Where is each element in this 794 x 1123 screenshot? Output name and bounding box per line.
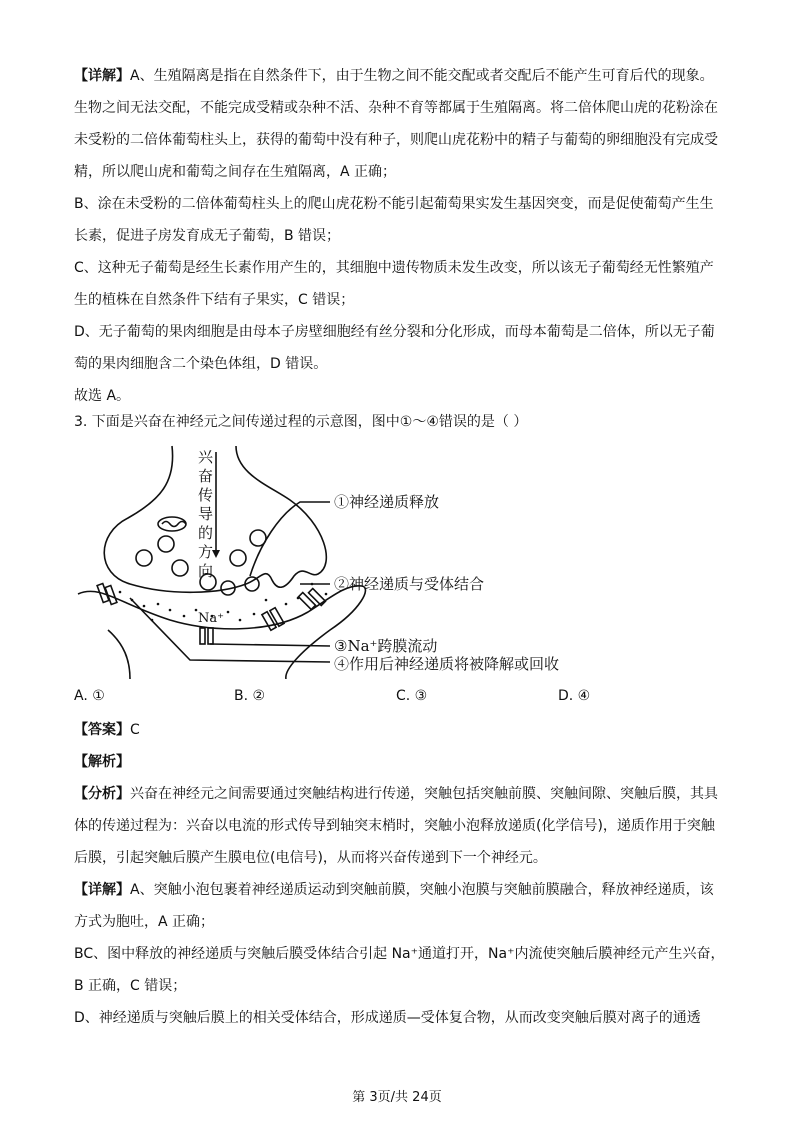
analysis-line: 后膜，引起突触后膜产生膜电位(电信号)，从而将兴奋传递到下一个神经元。: [74, 850, 547, 866]
synapse-diagram: [60, 434, 620, 679]
answer-tag: 【答案】: [74, 722, 130, 738]
direction-label-char: 导: [198, 505, 214, 523]
paragraph-line: 萄的果肉细胞含二个染色体组，D 错误。: [74, 356, 328, 372]
option-b: B. ②: [234, 688, 266, 704]
ion-label: Na⁺: [198, 611, 224, 626]
receptor: [299, 593, 316, 610]
paragraph-line: B、涂在未受粉的二倍体葡萄柱头上的爬山虎花粉不能引起葡萄果实发生基因突变，而是促使葡萄产生生: [74, 196, 714, 212]
vesicle: [172, 560, 188, 576]
paragraph-line: 【详解】A、生殖隔离是指在自然条件下，由于生物之间不能交配或者交配后不能产生可育后代的现象。: [74, 68, 714, 84]
callout-label-2: ②神经递质与受体结合: [334, 575, 485, 593]
answer-line: [74, 720, 140, 740]
paragraph-line: 未受粉的二倍体葡萄柱头上，获得的葡萄中没有种子，则爬山虎花粉中的精子与葡萄的卵细胞没有完成受: [74, 132, 718, 148]
analysis-line: 【分析】兴奋在神经元之间需要通过突触结构进行传递，突触包括突触前膜、突触间隙、突触后膜，其具: [74, 786, 718, 802]
direction-label-char: 兴: [198, 448, 214, 466]
page-number: 第 3页/共 24页: [352, 1090, 442, 1105]
analysis-line: 方式为胞吐，A 正确；: [74, 914, 215, 930]
arrow-head: [212, 550, 220, 558]
ion-channel: [208, 628, 213, 644]
paragraph-line: 长素，促进子房发育成无子葡萄，B 错误；: [74, 228, 341, 244]
paragraph-line: C、这种无子葡萄是经生长素作用产生的，其细胞中遗传物质未发生改变，所以该无子葡萄经无性繁殖产: [74, 260, 714, 276]
paragraph-line: 精，所以爬山虎和葡萄之间存在生殖隔离，A 正确；: [74, 164, 397, 180]
option-a: A. ①: [74, 688, 105, 704]
option-c: C. ③: [396, 688, 428, 704]
callout-leader-4: [130, 598, 330, 662]
postsynaptic-inner-edge: [108, 630, 130, 679]
receptor: [262, 612, 276, 631]
paragraph-line: 故选 A。: [74, 388, 131, 404]
paragraph-line: D、无子葡萄的果肉细胞是由母本子房壁细胞经有丝分裂和分化形成，而母本葡萄是二倍体，所以无子葡: [74, 324, 715, 340]
vesicle: [136, 550, 152, 566]
callout-label-4: ④作用后神经递质将被降解或回收: [334, 655, 560, 673]
receptor: [309, 589, 326, 606]
analysis-line: 【详解】A、突触小泡包裹着神经递质运动到突触前膜，突触小泡膜与突触前膜融合，释放神经递质，该: [74, 882, 714, 898]
analysis-heading: 【解析】: [74, 754, 130, 770]
analysis-line: B 正确，C 错误；: [74, 978, 187, 994]
answer-options: [74, 688, 734, 710]
callout-label-3: ③Na⁺跨膜流动: [334, 637, 438, 655]
answer-value: C: [130, 722, 140, 738]
section-tag: 【分析】: [74, 786, 130, 802]
callout-label-1: ①神经递质释放: [334, 493, 440, 511]
vesicle: [230, 550, 246, 566]
analysis-line: D、神经递质与突触后膜上的相关受体结合，形成递质—受体复合物，从而改变突触后膜对离子的通透: [74, 1010, 701, 1026]
direction-label-char: 传: [198, 486, 214, 504]
question-stem: 3. 下面是兴奋在神经元之间传递过程的示意图，图中①～④错误的是（ ）: [74, 414, 528, 430]
analysis-line: 体的传递过程为：兴奋以电流的形式传导到轴突末梢时，突触小泡释放递质(化学信号)，递质作用于突触: [74, 818, 715, 834]
paragraph-line: 生物之间无法交配，不能完成受精或杂种不活、杂种不育等都属于生殖隔离。将二倍体爬山虎的花粉涂在: [74, 100, 718, 116]
analysis-line: BC、图中释放的神经递质与突触后膜受体结合引起 Na⁺通道打开，Na⁺内流使突触后膜神经元产生兴奋，: [74, 946, 725, 962]
postsynaptic-membrane: [78, 586, 365, 679]
section-tag: 【详解】: [74, 68, 130, 84]
paragraph-line: 生的植株在自然条件下结有子果实，C 错误；: [74, 292, 355, 308]
direction-label-char: 的: [198, 524, 214, 542]
ion-channel: [200, 628, 205, 644]
direction-label-char: 奋: [198, 467, 214, 485]
callout-leader-1: [250, 502, 330, 576]
direction-label-char: 方: [198, 543, 214, 561]
section-tag: 【详解】: [74, 882, 130, 898]
vesicle: [158, 536, 174, 552]
direction-label-char: 向: [198, 562, 214, 580]
option-d: D. ④: [558, 688, 591, 704]
